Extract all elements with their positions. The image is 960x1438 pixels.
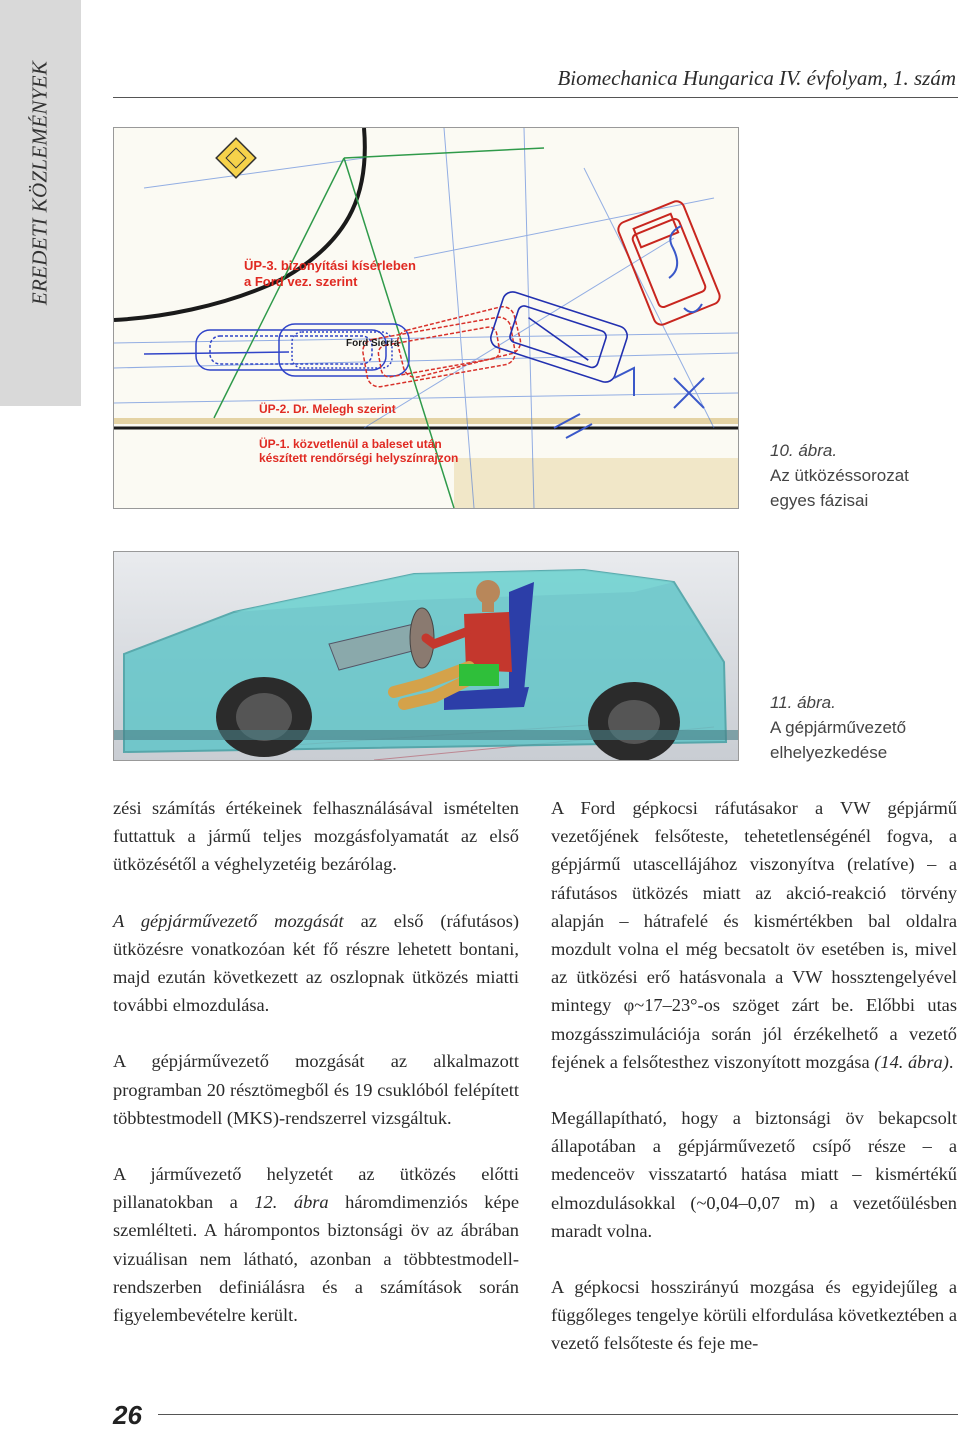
figure-10-number: 10. ábra. [770,441,838,460]
label-phase3-line2: a Ford vez. szerint [244,274,358,289]
label-phase2: ÜP-2. Dr. Melegh szerint [259,402,396,416]
figure-10-caption-line: egyes fázisai [770,491,869,510]
figure-10-caption [770,438,955,513]
figure-11-driver-model [113,551,739,761]
paragraph: A gépjárművezető mozgását az alkalmazott programban 20 résztömegből és 19 csuklóból felépített többtestmodell (MKS)-rendszerrel vizsgáltuk. [113,1051,519,1128]
paragraph: A járművezető helyzetét az ütközés előtti pillanatokban a 12. ábra háromdimenziós képe szemlélteti. A hárompontos biztonsági öv az ábrában vizuálisan nem látható, azonban a többtestmodell-rendszerben definiálásra és a számítások során figyelembevételre került. [113,1164,519,1326]
label-phase1-line1: ÜP-1. közvetlenül a baleset után [259,437,442,451]
figure-10-caption-line: Az ütközéssorozat [770,466,909,485]
figure-reference: 12. ábra [254,1192,329,1213]
label-phase1-line2: készített rendőrségi helyszínrajzon [259,451,459,465]
paragraph: A gépkocsi hosszirányú mozgása és egyidejűleg a függőleges tengelye körüli elfordulása következtében a vezető felsőteste és feje me- [551,1277,957,1354]
paragraph: A Ford gépkocsi ráfutásakor a VW gépjármű vezetőjének felsőteste, tehetetlenségénél fogva, a gépjármű utascellájához viszonyítva (relatíve) – a ráfutásos ütközés miatt az akció-reakció törvény alapján – hátrafelé és kismértékben bal oldalra mozdult volna el még becsatolt öv esetében is, mivel az ütközési erő hatásvonala a VW hossztengelyével mintegy φ~17–23°-os szöget zárt be. Előbbi utas mozgásszimulációja során jól érzékelhető a vezető fejének a felsőtesthez viszonyított mozgása (14. ábra). [551,798,957,1072]
figure-11-caption-line: elhelyezkedése [770,743,888,762]
figure-reference: (14. ábra) [874,1051,949,1072]
figure-11-number: 11. ábra. [770,693,836,712]
section-band [0,0,81,406]
body-column-right [551,794,957,1358]
paragraph: zési számítás értékeinek felhasználásával ismételten futtattuk a jármű teljes mozgásfolyamatát az első ütközésétől a véghelyzetéig bezárólag. [113,798,519,875]
collision-diagram-drawing [114,128,738,508]
paragraph: A gépjárművezető mozgását az első (ráfutásos) ütközésre vonatkozóan két fő részre lehetett bontani, majd ezután következett az oszlopnak ütközés miatti további elmozdulása. [113,910,519,1016]
driver-model-render [114,552,738,760]
paragraph-emphasis: A gépjárművezető mozgását [113,910,344,931]
section-label: EREDETI KÖZLEMÉNYEK [27,60,52,306]
figure-11-caption [770,690,955,765]
journal-header: Biomechanica Hungarica IV. évfolyam, 1. szám [557,66,956,90]
body-column-left [113,794,519,1329]
label-car-name: Ford Sierra [346,338,400,349]
figure-11-caption-line: A gépjárművezető [770,718,907,737]
paragraph: Megállapítható, hogy a biztonsági öv bekapcsolt állapotában a gépjárművezető csípő része – a medenceöv visszatartó hatása miatt – kismértékű elmozdulásokkal (~0,04–0,07 m) a vezetőülésben maradt volna. [551,1108,957,1241]
page-number: 26 [113,1400,142,1430]
label-phase3-line1: ÜP-3. bizonyítási kísérleben [244,258,416,273]
footer-rule [158,1414,958,1415]
figure-10-collision-diagram [113,127,739,509]
header-rule [113,97,958,98]
